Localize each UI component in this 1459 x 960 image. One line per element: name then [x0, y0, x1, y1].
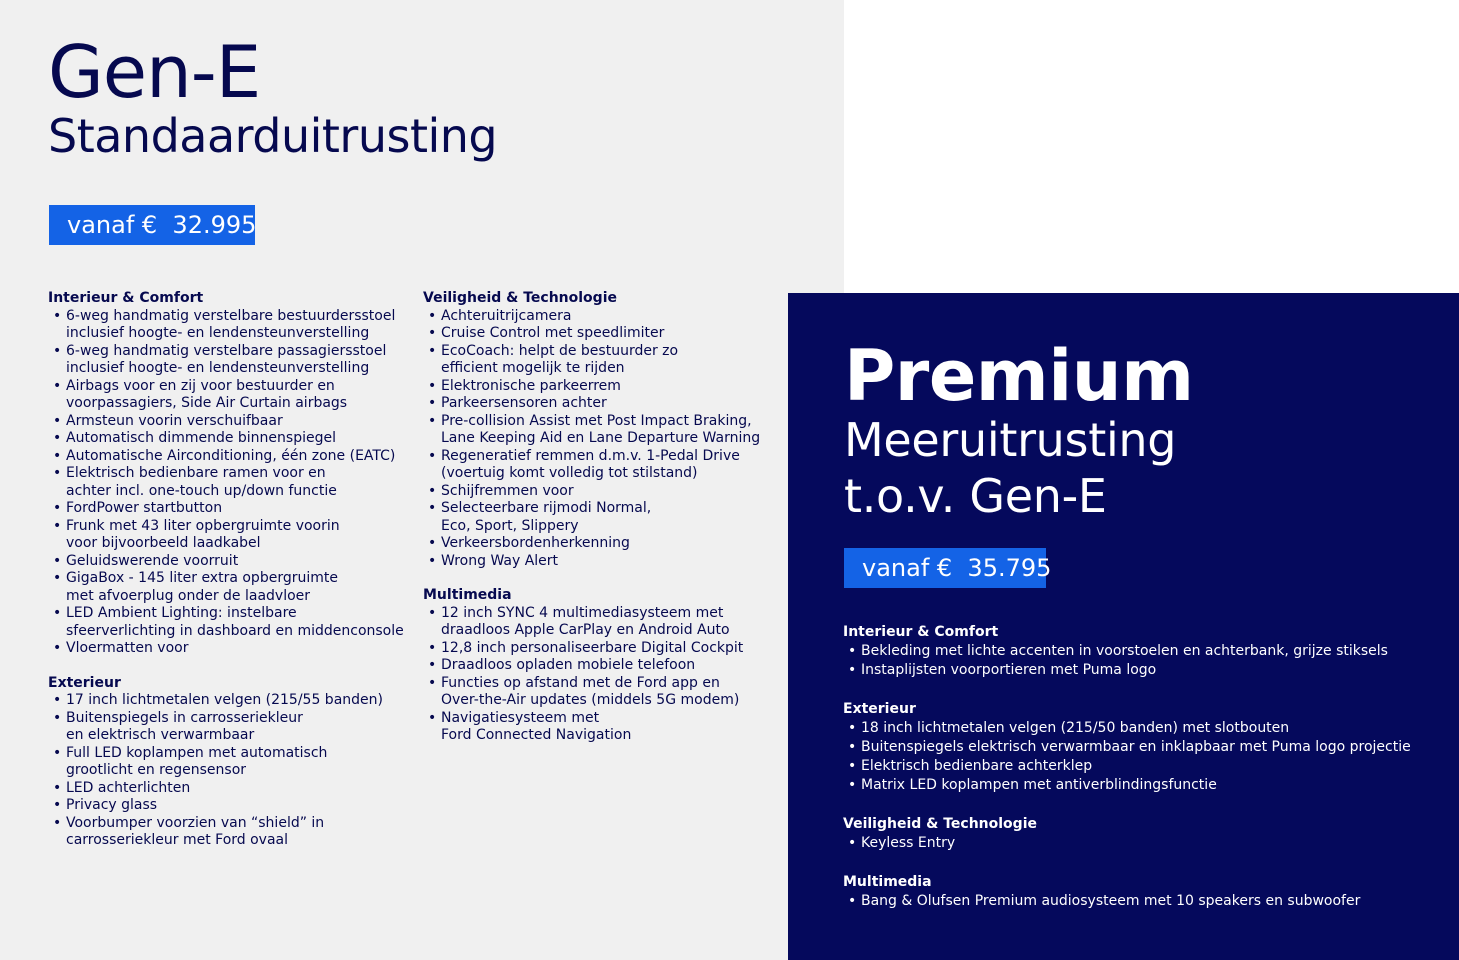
feature-item: • Regeneratief remmen d.m.v. 1-Pedal Drive (voertuig komt volledig tot stilstand)	[423, 448, 773, 483]
section-title: Interieur & Comfort	[843, 624, 999, 640]
gen-e-middle-column	[423, 290, 773, 762]
feature-item: • Navigatiesysteem met Ford Connected Navigation	[423, 710, 773, 745]
feature-list	[843, 834, 1443, 853]
feature-list	[48, 308, 418, 658]
feature-item: • Frunk met 43 liter opbergruimte voorin voor bijvoorbeeld laadkabel	[48, 518, 418, 553]
feature-list	[48, 692, 418, 850]
feature-item: • Geluidswerende voorruit	[48, 553, 418, 571]
feature-section	[48, 675, 418, 850]
feature-item: • EcoCoach: helpt de bestuurder zo efficient mogelijk te rijden	[423, 343, 773, 378]
gen-e-title: Gen-E	[48, 30, 261, 114]
section-title: Multimedia	[423, 587, 512, 603]
feature-item: • 18 inch lichtmetalen velgen (215/50 banden) met slotbouten	[843, 719, 1443, 738]
section-title: Exterieur	[843, 701, 916, 717]
feature-list	[843, 642, 1443, 680]
feature-item: • 6-weg handmatig verstelbare bestuurdersstoel inclusief hoogte- en lendensteunverstelling	[48, 308, 418, 343]
feature-item: • Full LED koplampen met automatisch grootlicht en regensensor	[48, 745, 418, 780]
feature-item: • Airbags voor en zij voor bestuurder en voorpassagiers, Side Air Curtain airbags	[48, 378, 418, 413]
feature-item: • Privacy glass	[48, 797, 418, 815]
feature-list	[423, 605, 773, 745]
feature-item: • 17 inch lichtmetalen velgen (215/55 banden)	[48, 692, 418, 710]
premium-price-badge: vanaf € 35.795	[844, 548, 1046, 588]
feature-item: • Buitenspiegels in carrosseriekleur en elektrisch verwarmbaar	[48, 710, 418, 745]
feature-item: • Selecteerbare rijmodi Normal, Eco, Sport, Slippery	[423, 500, 773, 535]
feature-item: • Keyless Entry	[843, 834, 1443, 853]
feature-item: • 6-weg handmatig verstelbare passagiersstoel inclusief hoogte- en lendensteunverstelling	[48, 343, 418, 378]
section-title: Veiligheid & Technologie	[423, 290, 617, 306]
feature-item: • Schijfremmen voor	[423, 483, 773, 501]
feature-item: • Bang & Olufsen Premium audiosysteem met 10 speakers en subwoofer	[843, 892, 1443, 911]
feature-item: • Draadloos opladen mobiele telefoon	[423, 657, 773, 675]
feature-item: • Achteruitrijcamera	[423, 308, 773, 326]
feature-section	[843, 623, 1443, 680]
premium-column	[843, 623, 1443, 931]
feature-item: • Vloermatten voor	[48, 640, 418, 658]
feature-item: • GigaBox - 145 liter extra opbergruimte met afvoerplug onder de laadvloer	[48, 570, 418, 605]
feature-item: • Armsteun voorin verschuifbaar	[48, 413, 418, 431]
feature-item: • Pre-collision Assist met Post Impact Braking, Lane Keeping Aid en Lane Departure Warning	[423, 413, 773, 448]
feature-item: • Matrix LED koplampen met antiverblindingsfunctie	[843, 776, 1443, 795]
gen-e-price-badge: vanaf € 32.995	[49, 205, 255, 245]
feature-item: • Wrong Way Alert	[423, 553, 773, 571]
feature-item: • Automatische Airconditioning, één zone (EATC)	[48, 448, 418, 466]
section-title: Multimedia	[843, 874, 932, 890]
feature-item: • Verkeersbordenherkenning	[423, 535, 773, 553]
gen-e-left-column	[48, 290, 418, 867]
feature-item: • Instaplijsten voorportieren met Puma logo	[843, 661, 1443, 680]
feature-item: • Elektrisch bedienbare ramen voor en achter incl. one-touch up/down functie	[48, 465, 418, 500]
premium-subtitle: Meeruitrusting t.o.v. Gen-E	[844, 413, 1177, 523]
feature-item: • FordPower startbutton	[48, 500, 418, 518]
feature-item: • Bekleding met lichte accenten in voorstoelen en achterbank, grijze stiksels	[843, 642, 1443, 661]
feature-section	[843, 873, 1443, 911]
feature-item: • Automatisch dimmende binnenspiegel	[48, 430, 418, 448]
feature-list	[843, 719, 1443, 795]
section-title: Veiligheid & Technologie	[843, 816, 1037, 832]
feature-item: • 12,8 inch personaliseerbare Digital Cockpit	[423, 640, 773, 658]
feature-item: • 12 inch SYNC 4 multimediasysteem met draadloos Apple CarPlay en Android Auto	[423, 605, 773, 640]
feature-section	[423, 290, 773, 570]
feature-section	[48, 290, 418, 658]
section-title: Interieur & Comfort	[48, 290, 204, 306]
feature-item: • LED Ambient Lighting: instelbare sfeerverlichting in dashboard en middenconsole	[48, 605, 418, 640]
premium-title: Premium	[844, 335, 1194, 417]
feature-item: • Voorbumper voorzien van “shield” in carrosseriekleur met Ford ovaal	[48, 815, 418, 850]
feature-list	[423, 308, 773, 571]
feature-item: • Elektronische parkeerrem	[423, 378, 773, 396]
feature-item: • LED achterlichten	[48, 780, 418, 798]
feature-item: • Elektrisch bedienbare achterklep	[843, 757, 1443, 776]
feature-item: • Parkeersensoren achter	[423, 395, 773, 413]
section-title: Exterieur	[48, 674, 121, 691]
feature-list	[843, 892, 1443, 911]
feature-item: • Functies op afstand met de Ford app en Over-the-Air updates (middels 5G modem)	[423, 675, 773, 710]
feature-item: • Buitenspiegels elektrisch verwarmbaar en inklapbaar met Puma logo projectie	[843, 738, 1443, 757]
feature-section	[843, 700, 1443, 795]
feature-section	[843, 815, 1443, 853]
gen-e-subtitle: Standaarduitrusting	[48, 109, 498, 163]
feature-section	[423, 587, 773, 745]
feature-item: • Cruise Control met speedlimiter	[423, 325, 773, 343]
